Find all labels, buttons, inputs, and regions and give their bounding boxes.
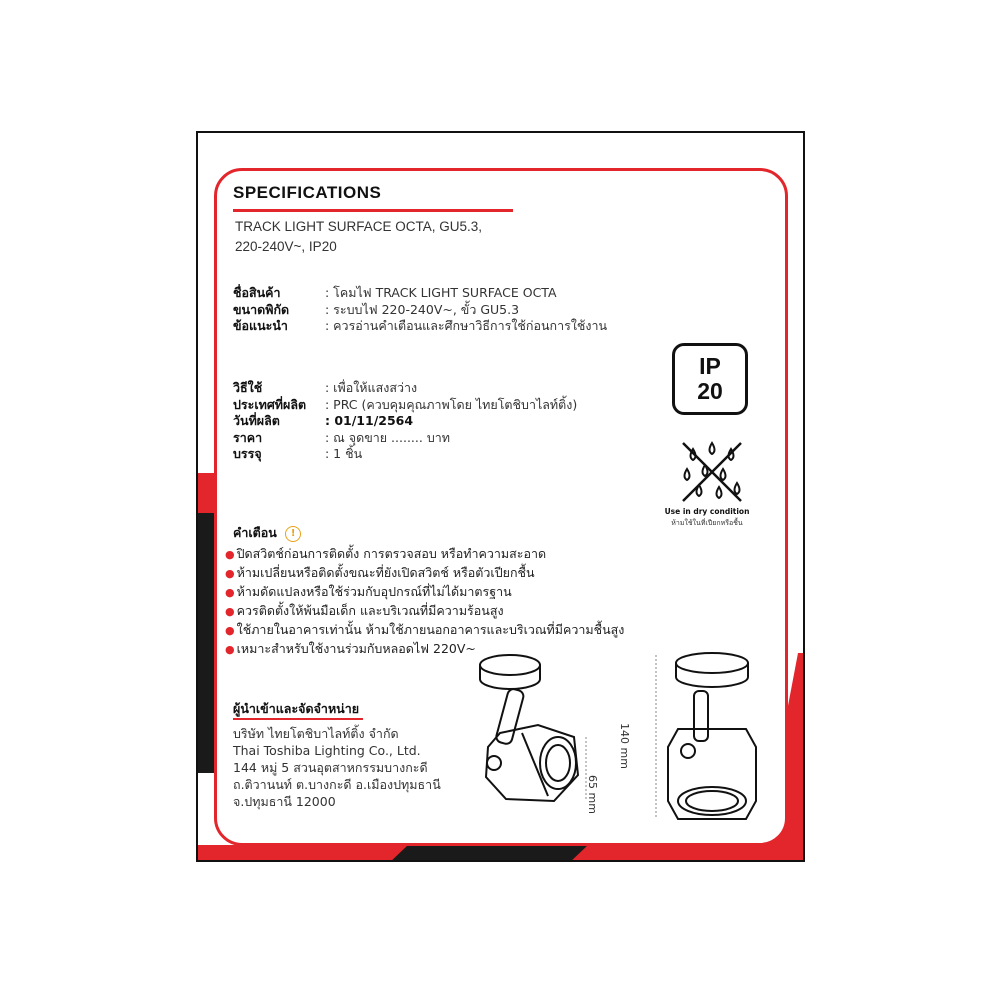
info-value: : ณ จุดขาย ........ บาท <box>325 429 451 445</box>
title-underline <box>233 209 513 212</box>
warning-item <box>225 583 624 602</box>
warning-item-text: ห้ามเปลี่ยนหรือติดตั้งขณะที่ยังเปิดสวิตช์ หรือตัวเปียกชื้น <box>236 565 535 580</box>
width-dimension: 65 mm <box>586 775 599 814</box>
info-label: วิธีใช้ <box>233 380 263 395</box>
product-drawing-side <box>652 651 772 841</box>
info-label: ราคา <box>233 429 263 445</box>
warning-item-text: ห้ามดัดแปลงหรือใช้ร่วมกับอุปกรณ์ที่ไม่ได้มาตรฐาน <box>236 584 512 599</box>
info-value: : 1 ชิ้น <box>325 446 363 461</box>
info-label: ขนาดพิกัด <box>233 301 290 317</box>
info-value: : เพื่อให้แสงสว่าง <box>325 380 418 395</box>
warning-list <box>225 545 624 659</box>
warning-item-text: เหมาะสำหรับใช้งานร่วมกับหลอดไฟ 220V~ <box>236 641 476 656</box>
ip-number: 20 <box>697 378 723 404</box>
info-value: : ควรอ่านคำเตือนและศึกษาวิธีการใช้ก่อนการใช้งาน <box>325 318 608 333</box>
info-row <box>233 302 607 319</box>
info-label: บรรจุ <box>233 446 262 461</box>
info-row <box>233 318 607 335</box>
spec-subtitle: TRACK LIGHT SURFACE OCTA, GU5.3, 220-240V~, IP20 <box>235 219 483 254</box>
product-drawing-angled <box>462 651 602 821</box>
info-value: : โคมไฟ TRACK LIGHT SURFACE OCTA <box>325 285 557 300</box>
info-label: วันที่ผลิต <box>233 413 280 428</box>
warning-icon: ! <box>285 526 301 542</box>
info-value: : 01/11/2564 <box>325 413 414 428</box>
warning-title <box>233 523 301 543</box>
info-row <box>233 285 607 302</box>
info-value: : PRC (ควบคุมคุณภาพโดย ไทยโตชิบาไลท์ติ้ง) <box>325 396 578 412</box>
warning-item <box>225 602 624 621</box>
info-row <box>233 397 577 414</box>
height-dimension: 140 mm <box>618 723 631 769</box>
info-top <box>233 285 607 335</box>
spec-sheet-frame <box>196 131 805 862</box>
info-label: ข้อแนะนำ <box>233 318 288 333</box>
warning-item <box>225 545 624 564</box>
dry-condition-th: ห้ามใช้ในที่เปียกหรือชื้น <box>671 519 743 527</box>
info-row <box>233 446 577 463</box>
bullet-icon: ● <box>225 548 235 561</box>
bullet-icon: ● <box>225 586 235 599</box>
info-bottom <box>233 380 577 463</box>
warning-item-text: ปิดสวิตช์ก่อนการติดตั้ง การตรวจสอบ หรือทำความสะอาด <box>236 546 547 561</box>
bullet-icon: ● <box>225 605 235 618</box>
spec-card <box>214 168 788 846</box>
info-row <box>233 430 577 447</box>
no-water-icon <box>679 439 745 505</box>
warning-item <box>225 564 624 583</box>
ip-rating-badge <box>672 343 748 415</box>
warning-title-text: คำเตือน <box>233 525 277 540</box>
bullet-icon: ● <box>225 643 235 656</box>
info-row <box>233 380 577 397</box>
importer-address: บริษัท ไทยโตชิบาไลท์ติ้ง จำกัด Thai Toshiba Lighting Co., Ltd. 144 หมู่ 5 สวนอุตสาหกรรมบางกะดี ถ.ติวานนท์ ต.บางกะดี อ.เมืองปทุมธานี จ.ปทุมธานี 12000 <box>233 726 441 809</box>
info-label: ประเทศที่ผลิต <box>233 396 307 412</box>
ip-label: IP <box>699 353 721 379</box>
importer-underline <box>233 718 363 720</box>
importer-title: ผู้นำเข้าและจัดจำหน่าย <box>233 701 360 716</box>
warning-item-text: ควรติดตั้งให้พ้นมือเด็ก และบริเวณที่มีความร้อนสูง <box>236 603 504 618</box>
spec-title: SPECIFICATIONS <box>233 183 382 202</box>
bullet-icon: ● <box>225 567 235 580</box>
warning-item-text: ใช้ภายในอาคารเท่านั้น ห้ามใช้ภายนอกอาคารและบริเวณที่มีความชื้นสูง <box>236 622 625 637</box>
warning-item <box>225 621 624 640</box>
info-row <box>233 413 577 430</box>
info-value: : ระบบไฟ 220-240V~, ขั้ว GU5.3 <box>325 301 520 317</box>
info-label: ชื่อสินค้า <box>233 285 281 300</box>
dry-condition-en: Use in dry condition <box>664 507 750 516</box>
bullet-icon: ● <box>225 624 235 637</box>
